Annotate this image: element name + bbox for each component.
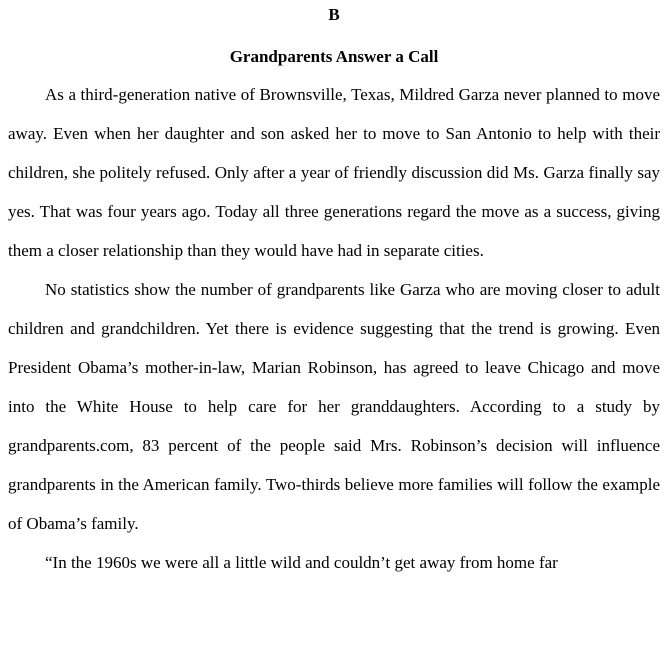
section-letter: B xyxy=(328,5,340,24)
document-page xyxy=(8,0,660,582)
paragraph-2: No statistics show the number of grandparents like Garza who are moving closer to adult children and grandchildren. Yet there is evidence suggesting that the trend is growing. Even President Obama’s mother-in-law, Marian Robinson, has agreed to leave Chicago and move into the White House to help care for her granddaughters. According to a study by grandparents.com, 83 percent of the people said Mrs. Robinson’s decision will influence grandparents in the American family. Two-thirds believe more families will follow the example of Obama’s family. xyxy=(8,280,660,533)
article-title: Grandparents Answer a Call xyxy=(229,47,439,66)
paragraph-1: As a third-generation native of Brownsville, Texas, Mildred Garza never planned to move away. Even when her daughter and son asked her to move to San Antonio to help with their children, she politely refused. Only after a year of friendly discussion did Ms. Garza finally say yes. That was four years ago. Today all three generations regard the move as a success, giving them a closer relationship than they would have had in separate cities. xyxy=(8,85,660,260)
paragraph-3: “In the 1960s we were all a little wild and couldn’t get away from home far xyxy=(45,553,558,572)
